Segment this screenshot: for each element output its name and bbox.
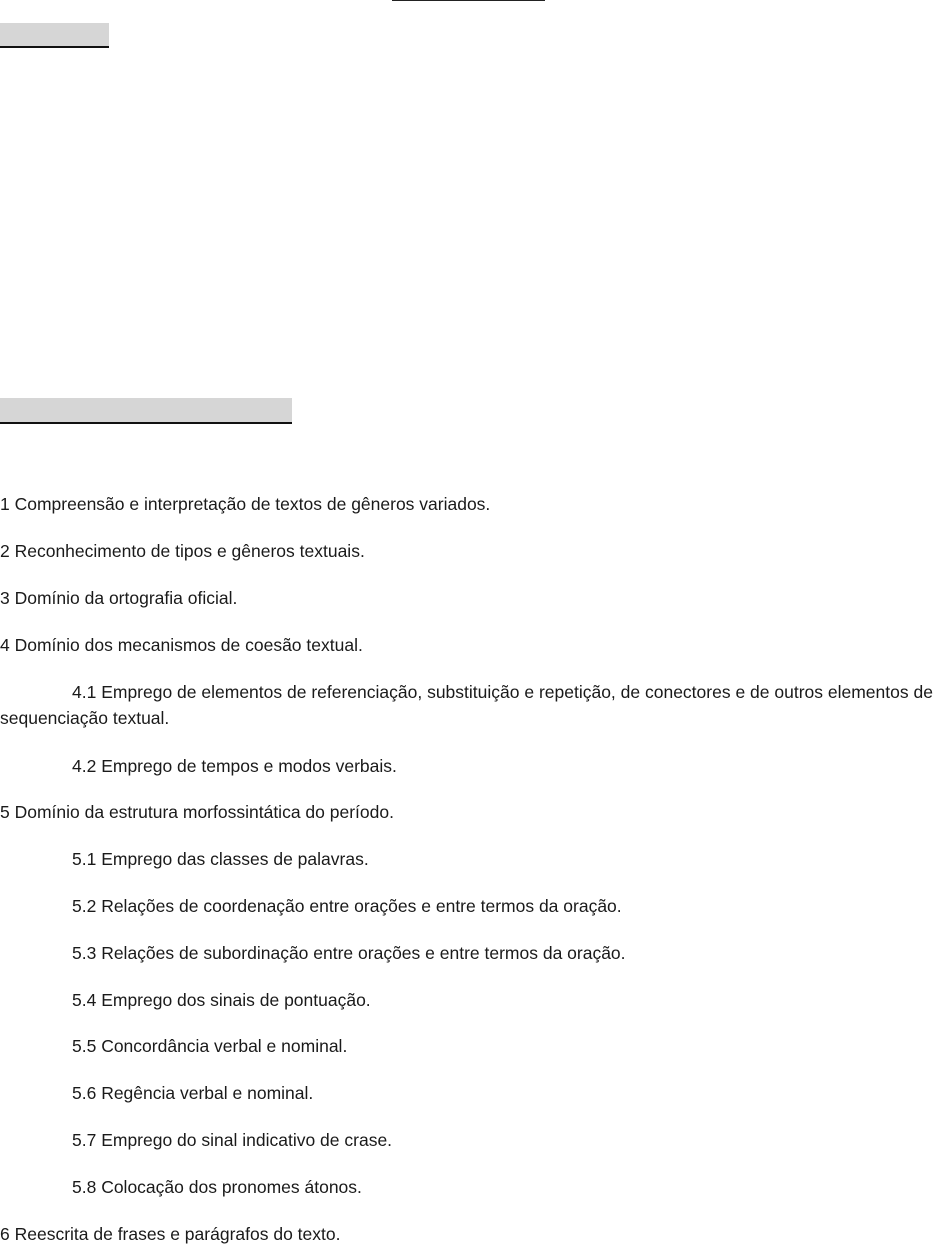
list-item: 1 Compreensão e interpretação de textos de gêneros variados.: [0, 494, 491, 514]
section-heading-bar: [0, 398, 292, 424]
list-item: 5.8 Colocação dos pronomes átonos.: [72, 1177, 362, 1197]
list-item: 4 Domínio dos mecanismos de coesão textual.: [0, 635, 363, 655]
heading-placeholder-bar: [0, 23, 109, 48]
top-divider: [392, 0, 545, 2]
list-item: 5.6 Regência verbal e nominal.: [72, 1083, 314, 1103]
list-item: 5.3 Relações de subordinação entre orações e entre termos da oração.: [72, 943, 626, 963]
list-item: 4.1 Emprego de elementos de referenciação, substituição e repetição, de conectores e de outros elementos de sequenciação textual.: [0, 682, 933, 728]
list-item: 5.4 Emprego dos sinais de pontuação.: [72, 990, 371, 1010]
list-item: 5.1 Emprego das classes de palavras.: [72, 849, 369, 869]
list-item: 4.2 Emprego de tempos e modos verbais.: [72, 756, 397, 776]
list-item: 2 Reconhecimento de tipos e gêneros textuais.: [0, 541, 365, 561]
list-item: 3 Domínio da ortografia oficial.: [0, 588, 238, 608]
list-item: 5.7 Emprego do sinal indicativo de crase.: [72, 1130, 393, 1150]
list-item: 6 Reescrita de frases e parágrafos do texto.: [0, 1224, 341, 1244]
list-item: 5.5 Concordância verbal e nominal.: [72, 1036, 348, 1056]
list-item: 5.2 Relações de coordenação entre orações e entre termos da oração.: [72, 896, 622, 916]
list-item: 5 Domínio da estrutura morfossintática do período.: [0, 802, 394, 822]
